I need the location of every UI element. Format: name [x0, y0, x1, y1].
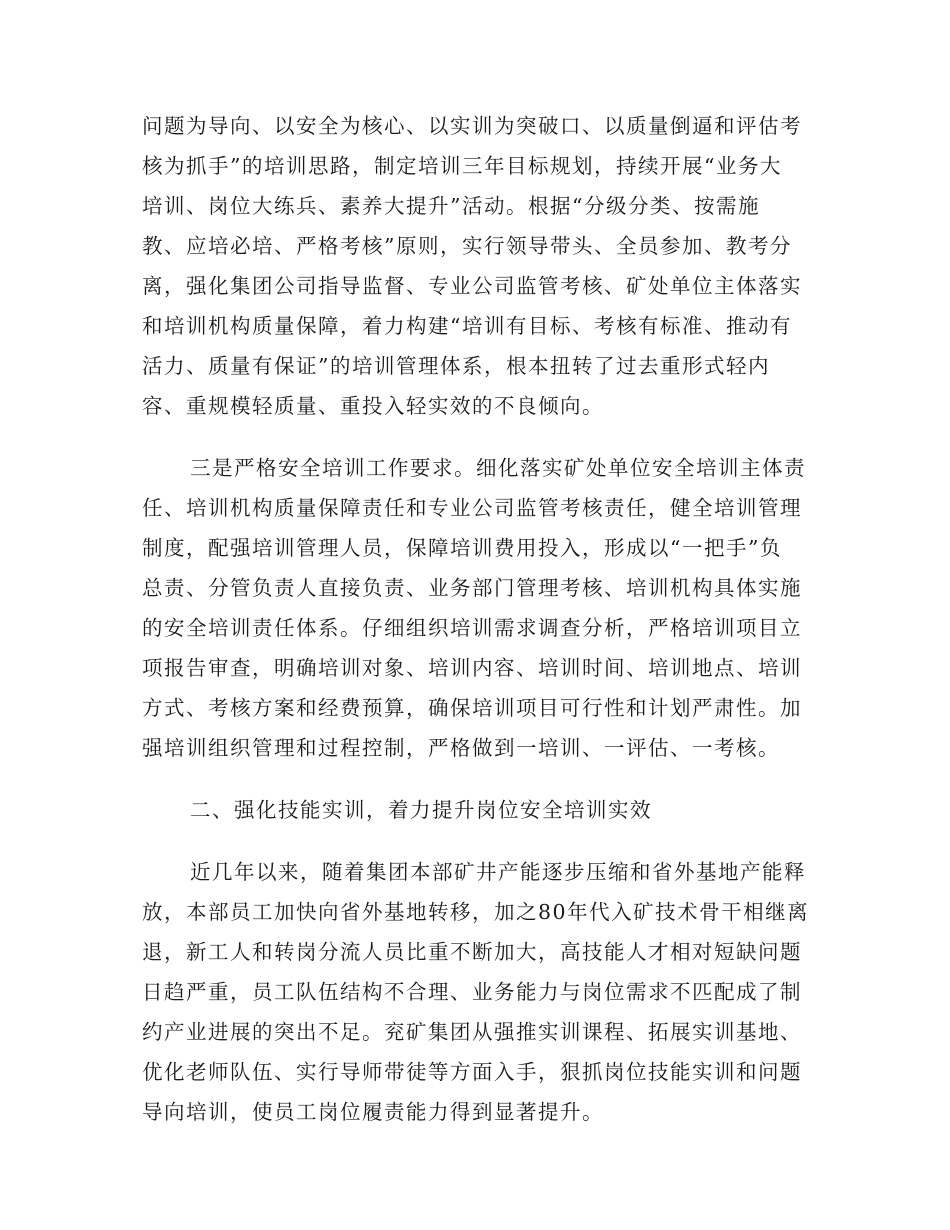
text-line: 活力、质量有保证”的培训管理体系，根本扭转了过去重形式轻内: [142, 354, 770, 378]
heading-text: 二、强化技能实训，着力提升岗位安全培训实效: [190, 798, 652, 822]
text-line: 退，新工人和转岗分流人员比重不断加大，高技能人才相对短缺问题: [142, 940, 802, 964]
text-line: 日趋严重，员工队伍结构不合理、业务能力与岗位需求不匹配成了制: [142, 980, 802, 1004]
text-line: 任、培训机构质量保障责任和专业公司监管考核责任，健全培训管理: [142, 496, 802, 520]
text-line: 三是严格安全培训工作要求。细化落实矿处单位安全培训主体责: [190, 456, 806, 480]
text-line: 核为抓手”的培训思路，制定培训三年目标规划，持续开展“业务大: [142, 154, 782, 178]
text-line: 培训、岗位大练兵、素养大提升”活动。根据“分级分类、按需施: [142, 194, 760, 218]
text-line: 优化老师队伍、实行导师带徒等方面入手，狠抓岗位技能实训和问题: [142, 1060, 802, 1084]
text-line: 教、应培必培、严格考核”原则，实行领导带头、全员参加、教考分: [142, 234, 792, 258]
text-line: 离，强化集团公司指导监督、专业公司监管考核、矿处单位主体落实: [142, 274, 802, 298]
text-line: 方式、考核方案和经费预算，确保培训项目可行性和计划严肃性。加: [142, 696, 802, 720]
text-line: 的安全培训责任体系。仔细组织培训需求调查分析，严格培训项目立: [142, 616, 802, 640]
text-line: 导向培训，使员工岗位履责能力得到显著提升。: [142, 1100, 604, 1124]
text-line: 总责、分管负责人直接负责、业务部门管理考核、培训机构具体实施: [142, 576, 802, 600]
text-line: 强培训组织管理和过程控制，严格做到一培训、一评估、一考核。: [142, 736, 780, 760]
text-line: 放，本部员工加快向省外基地转移，加之80年代入矿技术骨干相继离: [142, 900, 810, 924]
text-line: 和培训机构质量保障，着力构建“培训有目标、考核有标准、推动有: [142, 314, 792, 338]
text-line: 项报告审查，明确培训对象、培训内容、培训时间、培训地点、培训: [142, 656, 802, 680]
text-line: 问题为导向、以安全为核心、以实训为突破口、以质量倒逼和评估考: [142, 114, 802, 138]
text-line: 制度，配强培训管理人员，保障培训费用投入，形成以“一把手”负: [142, 536, 782, 560]
text-line: 约产业进展的突出不足。兖矿集团从强推实训课程、拓展实训基地、: [142, 1020, 802, 1044]
text-line: 近几年以来，随着集团本部矿井产能逐步压缩和省外基地产能释: [190, 860, 806, 884]
text-line: 容、重规模轻质量、重投入轻实效的不良倾向。: [142, 394, 604, 418]
